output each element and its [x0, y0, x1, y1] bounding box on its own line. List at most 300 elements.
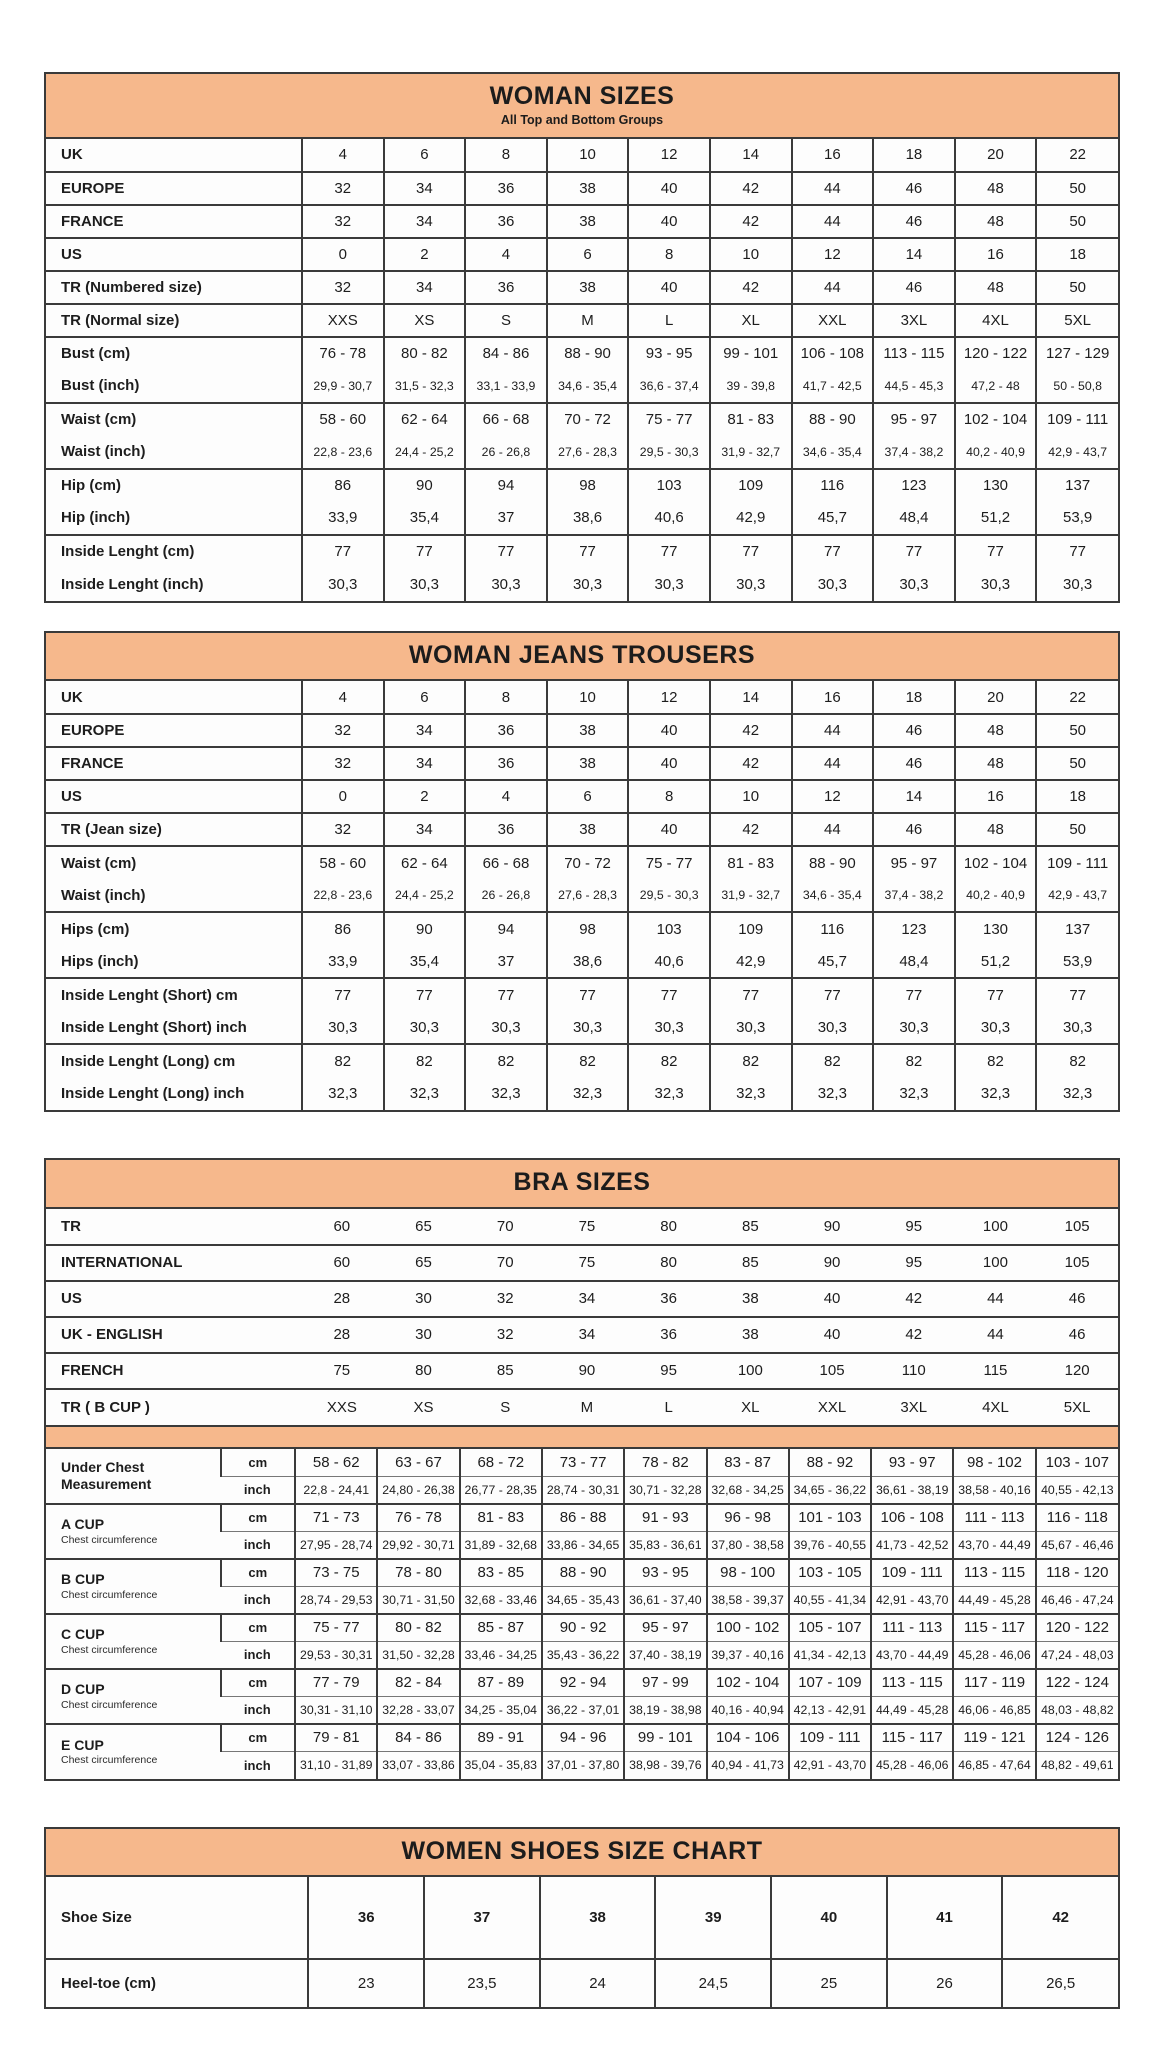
size-cell: 99 - 101 [624, 1724, 706, 1752]
size-cell: 98 - 102 [953, 1449, 1035, 1477]
size-cell: 113 - 115 [953, 1559, 1035, 1587]
size-cell: 30,3 [465, 1011, 547, 1044]
size-cell: 40,94 - 41,73 [707, 1751, 789, 1779]
size-cell: 32,68 - 33,46 [460, 1586, 542, 1614]
row-label: TR ( B CUP ) [61, 1398, 150, 1416]
size-cell: 77 [873, 535, 955, 568]
size-cell: 58 - 60 [302, 403, 384, 436]
size-cell: 116 - 118 [1036, 1504, 1118, 1532]
jeans-trousers-table [44, 631, 1120, 1113]
size-cell: 93 - 95 [624, 1559, 706, 1587]
size-cell: 58 - 62 [295, 1449, 377, 1477]
row-label [46, 1669, 221, 1724]
size-cell: 38 [547, 205, 629, 238]
row-label: Inside Lenght (Short) cm [61, 986, 238, 1004]
row-label: Bust (cm) [61, 345, 131, 362]
row-label-sub: Chest circumference [61, 1588, 158, 1601]
row-label [46, 1504, 221, 1559]
size-cell: 12 [792, 780, 874, 813]
size-cell: 30 [415, 1290, 432, 1307]
row-label: Waist (cm) [61, 411, 137, 428]
size-cell: 81 - 83 [710, 403, 792, 436]
size-cell: 106 - 108 [871, 1504, 953, 1532]
size-cell: 81 - 83 [460, 1504, 542, 1532]
size-cell: 32 [302, 813, 384, 846]
table-row [46, 681, 1118, 714]
unit-label: cm [221, 1669, 296, 1697]
size-cell: 77 [792, 535, 874, 568]
size-cell: 41,73 - 42,52 [871, 1531, 953, 1559]
size-cell: 115 [983, 1362, 1008, 1379]
size-cell: 105 [819, 1362, 845, 1379]
size-cell: 46,85 - 47,64 [953, 1751, 1035, 1779]
row-label: Shoe Size [61, 1909, 132, 1926]
size-cell: 32 [302, 714, 384, 747]
woman-sizes-table [44, 72, 1120, 603]
size-cell: 38 [547, 813, 629, 846]
size-cell: 46 [873, 813, 955, 846]
size-cell: 77 - 79 [295, 1669, 377, 1697]
table-row [46, 846, 1118, 879]
size-cell: 100 [982, 1217, 1008, 1235]
size-cell: 30,3 [955, 568, 1037, 601]
size-cell: 82 [873, 1044, 955, 1077]
size-cell: 85 [741, 1217, 759, 1235]
size-cell: 89 - 91 [460, 1724, 542, 1752]
row-label: TR (Jean size) [61, 821, 162, 838]
size-cell: 93 - 97 [871, 1449, 953, 1477]
size-cell: 80 - 82 [377, 1614, 459, 1642]
size-cell: 38 [741, 1290, 759, 1307]
size-cell: 77 [302, 978, 384, 1011]
row-label: US [61, 788, 82, 805]
size-cell: 2 [384, 780, 466, 813]
size-cell: 34 [384, 172, 466, 205]
size-cell: 36,22 - 37,01 [542, 1696, 624, 1724]
size-cell: 45,28 - 46,06 [871, 1751, 953, 1779]
size-cell: 42 [710, 714, 792, 747]
unit-label: inch [243, 1482, 271, 1497]
size-cell: 35,43 - 36,22 [542, 1641, 624, 1669]
size-cell: 38,6 [547, 502, 629, 535]
row-label: Inside Lenght (cm) [61, 543, 195, 560]
size-cell: 94 [465, 469, 547, 502]
size-cell: 51,2 [955, 945, 1037, 978]
size-cell: 37,80 - 38,58 [707, 1531, 789, 1559]
bra_measure-table [46, 1449, 1118, 1779]
size-cell: 28 [333, 1290, 351, 1307]
row-label: Inside Lenght (Long) inch [61, 1085, 245, 1102]
table-row [46, 879, 1118, 912]
row-label: US [61, 1290, 82, 1307]
size-cell: 30,3 [384, 568, 466, 601]
size-cell: 50 [1036, 172, 1118, 205]
size-cell: 70 [496, 1254, 514, 1271]
size-cell: 90 - 92 [542, 1614, 624, 1642]
size-cell: 46 [873, 747, 955, 780]
size-cell: 42,13 - 42,91 [789, 1696, 871, 1724]
size-cell: 137 [1036, 469, 1118, 502]
size-cell: 105 [1064, 1254, 1090, 1271]
size-cell: 53,9 [1036, 502, 1118, 535]
size-cell: 107 - 109 [789, 1669, 871, 1697]
size-cell: S [500, 1398, 511, 1416]
size-cell: 30,3 [547, 1011, 629, 1044]
size-cell: 35,4 [384, 945, 466, 978]
size-cell: 75 [333, 1362, 351, 1379]
row-label-main: A CUP [61, 1516, 105, 1533]
size-cell: 42,9 - 43,7 [1036, 879, 1118, 912]
size-cell: 48,4 [873, 945, 955, 978]
row-label: Hips (cm) [61, 920, 130, 938]
size-cell: 32,3 [955, 1077, 1037, 1110]
size-cell: 109 - 111 [1036, 846, 1118, 879]
bra-table-divider [46, 1425, 1118, 1449]
size-cell: 105 [1064, 1217, 1090, 1235]
size-cell: 29,92 - 30,71 [377, 1531, 459, 1559]
size-cell: 33,46 - 34,25 [460, 1641, 542, 1669]
size-cell: 77 [1036, 535, 1118, 568]
table-row [46, 1209, 1118, 1245]
size-cell: 26 - 26,8 [465, 436, 547, 469]
table-row [46, 370, 1118, 403]
size-cell: 81 - 83 [710, 846, 792, 879]
size-cell: L [628, 304, 710, 337]
size-cell: 44 [792, 714, 874, 747]
size-cell: 45,7 [792, 945, 874, 978]
size-cell: 32,3 [792, 1077, 874, 1110]
size-cell: 78 - 80 [377, 1559, 459, 1587]
size-cell: 38,98 - 39,76 [624, 1751, 706, 1779]
table-row [46, 271, 1118, 304]
size-cell: 96 - 98 [707, 1504, 789, 1532]
size-cell: 38 [547, 271, 629, 304]
size-cell: 36 [465, 271, 547, 304]
size-cell: 38 [547, 714, 629, 747]
row-label: FRANCE [61, 212, 124, 230]
size-cell: 40,6 [628, 945, 710, 978]
size-cell: 86 [302, 912, 384, 945]
size-cell: 37,4 - 38,2 [873, 879, 955, 912]
size-cell: 94 - 96 [542, 1724, 624, 1752]
woman_sizes-table [46, 139, 1118, 601]
size-cell: 43,70 - 44,49 [871, 1641, 953, 1669]
table-title: WOMAN SIZES [489, 82, 675, 110]
row-label: UK [61, 146, 83, 163]
unit-label: cm [221, 1724, 296, 1752]
size-cell: 109 [710, 469, 792, 502]
size-cell: 25 [771, 1959, 887, 2007]
size-cell: 40 [771, 1877, 887, 1959]
size-cell: 32 [302, 271, 384, 304]
size-cell: 118 - 120 [1036, 1559, 1118, 1587]
size-cell: 91 - 93 [624, 1504, 706, 1532]
size-cell: 50 - 50,8 [1036, 370, 1118, 403]
size-cell: 48 [955, 747, 1037, 780]
table-row [46, 780, 1118, 813]
table-row [46, 139, 1118, 172]
size-cell: 102 - 104 [955, 403, 1037, 436]
row-label: Waist (cm) [61, 854, 137, 872]
size-cell: 31,9 - 32,7 [710, 879, 792, 912]
table-row [46, 469, 1118, 502]
size-cell: 4XL [955, 304, 1037, 337]
woman-sizes-header [46, 74, 1118, 139]
size-cell: 24,80 - 26,38 [377, 1476, 459, 1504]
size-cell: 39 - 39,8 [710, 370, 792, 403]
row-label-sub: Chest circumference [61, 1754, 158, 1767]
size-cell: 77 [1036, 978, 1118, 1011]
size-cell: 116 [792, 912, 874, 945]
table-row [46, 1724, 1118, 1752]
size-cell: 41,7 - 42,5 [792, 370, 874, 403]
size-cell: 123 [873, 469, 955, 502]
size-cell: 37 [424, 1877, 540, 1959]
size-cell: 24 [540, 1959, 656, 2007]
size-cell: 34 [384, 205, 466, 238]
size-cell: 85 [496, 1362, 514, 1379]
size-cell: 78 - 82 [624, 1449, 706, 1477]
jeans-table [46, 681, 1118, 1110]
size-cell: 35,04 - 35,83 [460, 1751, 542, 1779]
size-cell: 34,6 - 35,4 [792, 879, 874, 912]
size-cell: 30,3 [384, 1011, 466, 1044]
size-cell: M [580, 1398, 594, 1416]
unit-label: cm [221, 1449, 296, 1477]
size-cell: 12 [628, 139, 710, 172]
size-cell: 109 - 111 [789, 1724, 871, 1752]
size-cell: 4 [465, 238, 547, 271]
row-label: FRENCH [61, 1362, 124, 1379]
size-cell: 38,6 [547, 945, 629, 978]
row-label [46, 1559, 221, 1614]
size-cell: 44 [987, 1290, 1004, 1307]
size-cell: 32,3 [302, 1077, 384, 1110]
size-cell: 60 [333, 1254, 351, 1271]
row-label: TR (Normal size) [61, 311, 180, 329]
size-cell: 38,58 - 40,16 [953, 1476, 1035, 1504]
size-cell: 18 [1036, 238, 1118, 271]
size-cell: 38 [741, 1326, 759, 1343]
size-cell: 32 [496, 1326, 514, 1343]
size-cell: 119 - 121 [953, 1724, 1035, 1752]
row-label: TR (Numbered size) [61, 278, 202, 296]
size-cell: 45,28 - 46,06 [953, 1641, 1035, 1669]
size-cell: 102 - 104 [955, 846, 1037, 879]
size-cell: 40,6 [628, 502, 710, 535]
woman-sizes-grid [46, 139, 1118, 601]
table-row [46, 172, 1118, 205]
size-cell: 82 [955, 1044, 1037, 1077]
size-cell: 38,58 - 39,37 [707, 1586, 789, 1614]
size-cell: 37 [465, 945, 547, 978]
shoes-size-grid [46, 1877, 1118, 2007]
bra-sizes-conversion-grid [46, 1209, 1118, 1425]
size-cell: 82 [792, 1044, 874, 1077]
size-cell: 82 [628, 1044, 710, 1077]
size-cell: 34 [384, 271, 466, 304]
size-cell: 30,71 - 32,28 [624, 1476, 706, 1504]
size-cell: 42,91 - 43,70 [789, 1751, 871, 1779]
table-row [46, 1959, 1118, 2007]
row-label-main: C CUP [61, 1626, 105, 1643]
size-cell: 99 - 101 [710, 337, 792, 370]
size-cell: 36,6 - 37,4 [628, 370, 710, 403]
size-cell: 68 - 72 [460, 1449, 542, 1477]
unit-label: cm [221, 1559, 296, 1587]
size-cell: 32,3 [465, 1077, 547, 1110]
size-cell: 30,3 [873, 568, 955, 601]
size-cell: XXS [326, 1398, 357, 1416]
size-cell: 70 [496, 1217, 514, 1235]
size-cell: 0 [302, 780, 384, 813]
size-cell: 124 - 126 [1036, 1724, 1118, 1752]
size-cell: 40,2 - 40,9 [955, 436, 1037, 469]
size-cell: 36 [465, 714, 547, 747]
size-cell: 42 [1002, 1877, 1118, 1959]
size-cell: 27,95 - 28,74 [295, 1531, 377, 1559]
table-row [46, 978, 1118, 1011]
size-cell: 65 [415, 1217, 432, 1235]
size-cell: S [465, 304, 547, 337]
size-cell: 36 [465, 747, 547, 780]
size-cell: 34,25 - 35,04 [460, 1696, 542, 1724]
size-cell: 30,3 [710, 1011, 792, 1044]
table-row [46, 1317, 1118, 1353]
size-cell: 120 - 122 [955, 337, 1037, 370]
size-cell: 50 [1036, 747, 1118, 780]
size-cell: 77 [628, 535, 710, 568]
size-cell: 105 - 107 [789, 1614, 871, 1642]
size-cell: 120 [1064, 1362, 1090, 1379]
size-cell: 101 - 103 [789, 1504, 871, 1532]
size-cell: 82 - 84 [377, 1669, 459, 1697]
size-cell: 60 [333, 1217, 351, 1235]
table-row [46, 1011, 1118, 1044]
size-cell: 40,2 - 40,9 [955, 879, 1037, 912]
size-cell: 40 [628, 813, 710, 846]
size-cell: 82 [1036, 1044, 1118, 1077]
size-cell: 5XL [1036, 304, 1118, 337]
size-cell: 82 [465, 1044, 547, 1077]
table-row [46, 1614, 1118, 1642]
size-cell: 77 [710, 535, 792, 568]
table-row [46, 568, 1118, 601]
size-cell: 46 [1068, 1290, 1086, 1307]
size-cell: 50 [1036, 813, 1118, 846]
size-cell: 27,6 - 28,3 [547, 436, 629, 469]
row-label-sub: Chest circumference [61, 1643, 158, 1656]
size-cell: 34,6 - 35,4 [792, 436, 874, 469]
table-row [46, 912, 1118, 945]
size-cell: 77 [955, 978, 1037, 1011]
size-cell: 84 - 86 [377, 1724, 459, 1752]
size-cell: 8 [465, 681, 547, 714]
size-cell: 94 [465, 912, 547, 945]
size-cell: 31,9 - 32,7 [710, 436, 792, 469]
size-cell: XL [710, 304, 792, 337]
size-cell: 109 - 111 [871, 1559, 953, 1587]
size-cell: 95 [660, 1362, 677, 1379]
size-cell: 36 [465, 813, 547, 846]
size-cell: 6 [384, 681, 466, 714]
size-cell: 40 [628, 271, 710, 304]
size-cell: 24,5 [655, 1959, 771, 2007]
size-cell: 40 [628, 172, 710, 205]
unit-label: inch [243, 1592, 271, 1607]
size-cell: 30,3 [1036, 568, 1118, 601]
size-cell: 109 - 111 [1036, 403, 1118, 436]
row-label: Waist (inch) [61, 443, 146, 460]
size-cell: 12 [792, 238, 874, 271]
size-cell: 83 - 87 [707, 1449, 789, 1477]
size-cell: 14 [873, 780, 955, 813]
row-label: UK [61, 688, 83, 706]
size-cell: 98 - 100 [707, 1559, 789, 1587]
unit-label: inch [243, 1647, 271, 1662]
size-cell: 30,3 [792, 568, 874, 601]
size-cell: 48 [955, 172, 1037, 205]
size-cell: 42,9 [710, 502, 792, 535]
size-cell: 40,55 - 42,13 [1036, 1476, 1118, 1504]
size-cell: 46 [873, 205, 955, 238]
size-cell: 31,89 - 32,68 [460, 1531, 542, 1559]
size-cell: 115 - 117 [871, 1724, 953, 1752]
size-cell: 90 [384, 912, 466, 945]
size-cell: 103 - 105 [789, 1559, 871, 1587]
unit-label: inch [243, 1702, 271, 1717]
size-cell: 80 - 82 [384, 337, 466, 370]
size-cell: 51,2 [955, 502, 1037, 535]
size-cell: 37,01 - 37,80 [542, 1751, 624, 1779]
size-cell: 35,4 [384, 502, 466, 535]
size-cell: 8 [628, 780, 710, 813]
size-cell: 53,9 [1036, 945, 1118, 978]
size-cell: 44 [792, 271, 874, 304]
size-cell: 63 - 67 [377, 1449, 459, 1477]
size-cell: 75 - 77 [628, 403, 710, 436]
size-cell: 6 [547, 238, 629, 271]
row-label-main: B CUP [61, 1571, 105, 1588]
size-cell: 14 [873, 238, 955, 271]
row-label: Heel-toe (cm) [61, 1975, 157, 1992]
size-cell: 48 [955, 714, 1037, 747]
size-cell: 38,19 - 38,98 [624, 1696, 706, 1724]
table-row [46, 1449, 1118, 1477]
size-cell: 23,5 [424, 1959, 540, 2007]
size-cell: 47,24 - 48,03 [1036, 1641, 1118, 1669]
size-cell: 40 [628, 747, 710, 780]
table-row [46, 1077, 1118, 1110]
size-cell: 80 [660, 1254, 677, 1271]
size-cell: 42,9 [710, 945, 792, 978]
size-cell: 41 [887, 1877, 1003, 1959]
size-cell: 30,3 [302, 1011, 384, 1044]
size-cell: 4 [465, 780, 547, 813]
size-cell: 62 - 64 [384, 403, 466, 436]
size-cell: 44,49 - 45,28 [871, 1696, 953, 1724]
size-cell: 34,6 - 35,4 [547, 370, 629, 403]
size-cell: 93 - 95 [628, 337, 710, 370]
size-cell: 36 [308, 1877, 424, 1959]
size-cell: 6 [384, 139, 466, 172]
size-cell: 41,34 - 42,13 [789, 1641, 871, 1669]
size-cell: 46 [873, 714, 955, 747]
size-cell: 111 - 113 [871, 1614, 953, 1642]
size-cell: 40,55 - 41,34 [789, 1586, 871, 1614]
size-cell: XXS [302, 304, 384, 337]
size-cell: 77 [710, 978, 792, 1011]
